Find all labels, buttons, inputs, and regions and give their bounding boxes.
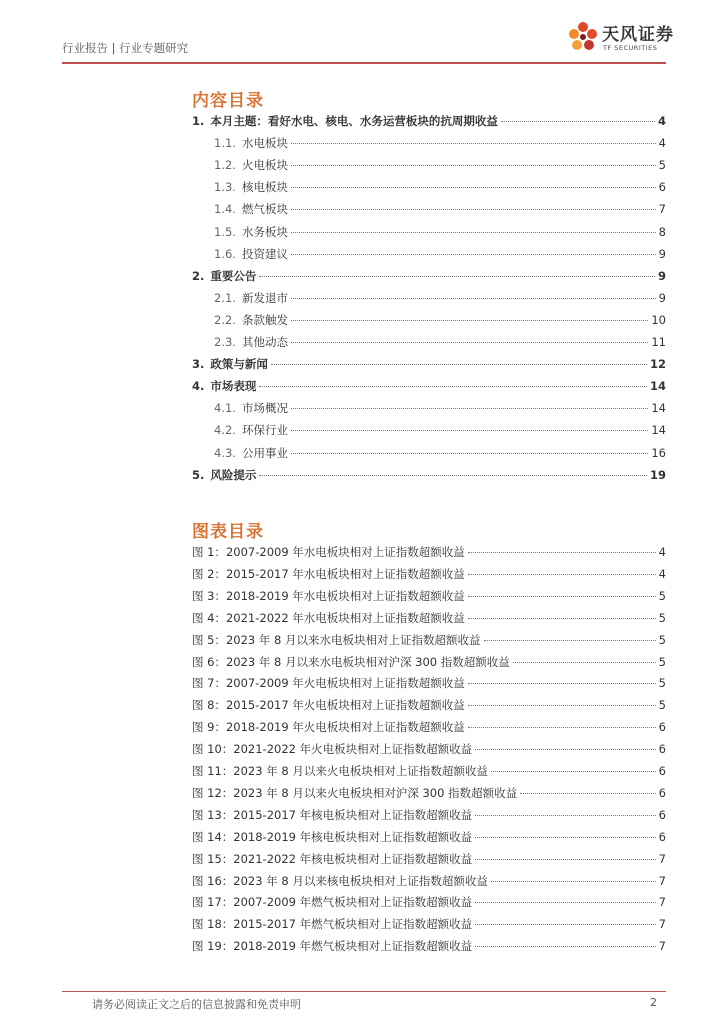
figure-entry-title: 图 12：2023 年 8 月以来火电板块相对沪深 300 指数超额收益 (192, 785, 518, 800)
dot-leader (259, 275, 655, 277)
figure-entry[interactable] (192, 675, 666, 695)
toc-entry[interactable] (192, 467, 666, 487)
dot-leader (291, 407, 648, 409)
dot-leader (468, 595, 656, 597)
figure-list-title: 图表目录 (192, 522, 264, 542)
dot-leader (468, 617, 656, 619)
dot-leader (291, 164, 656, 166)
toc-entry-number: 4.3. (214, 445, 236, 460)
figure-entry-page: 6 (658, 829, 666, 844)
toc-entry-number: 1.2. (214, 158, 236, 173)
toc-entry-page: 11 (651, 335, 666, 349)
dot-leader (491, 880, 656, 882)
report-category: 行业报告 | 行业专题研究 (62, 41, 189, 55)
figure-entry-page: 7 (658, 917, 666, 932)
figure-entry[interactable] (192, 566, 666, 586)
figure-entry[interactable] (192, 654, 666, 674)
toc-entry[interactable] (214, 445, 666, 465)
dot-leader (259, 474, 647, 476)
figure-entry[interactable] (192, 763, 666, 783)
figure-entry-page: 5 (658, 654, 666, 669)
figure-entry-page: 5 (658, 698, 666, 713)
toc-entry-page: 9 (658, 246, 666, 261)
toc-entry[interactable] (214, 422, 666, 442)
toc-title: 内容目录 (192, 91, 264, 111)
figure-entry-title: 图 9：2018-2019 年火电板块相对上证指数超额收益 (192, 720, 465, 735)
figure-entry-page: 6 (658, 785, 666, 800)
logo-subtext: TF SECURITIES (603, 44, 658, 52)
figure-entry-page: 4 (658, 566, 666, 581)
toc-entry-title: 市场概况 (241, 401, 288, 416)
figure-entry-page: 7 (658, 895, 666, 910)
dot-leader (291, 429, 648, 431)
figure-entry[interactable] (192, 632, 666, 652)
figure-entry-title: 图 10：2021-2022 年火电板块相对上证指数超额收益 (192, 742, 473, 757)
toc-entry-title: 风险提示 (210, 467, 257, 482)
dot-leader (291, 186, 656, 188)
dot-leader (484, 639, 656, 641)
toc-entry-title: 燃气板块 (241, 202, 288, 217)
figure-entry-page: 6 (658, 720, 666, 735)
dot-leader (475, 901, 656, 903)
toc-entry-page: 14 (649, 379, 666, 394)
toc-entry-number: 1. (192, 114, 205, 128)
toc-entry-page: 4 (658, 136, 666, 151)
figure-entry-title: 图 19：2018-2019 年燃气板块相对上证指数超额收益 (192, 939, 473, 954)
page-number: 2 (650, 996, 657, 1009)
figure-entry[interactable] (192, 829, 666, 849)
dot-leader (291, 142, 656, 144)
toc-entry-title: 本月主题：看好水电、核电、水务运营板块的抗周期收益 (210, 114, 498, 128)
toc-entry[interactable] (192, 356, 666, 376)
toc-entry-title: 市场表现 (210, 379, 257, 394)
figure-entry[interactable] (192, 588, 666, 608)
toc-entry-number: 1.3. (214, 180, 236, 195)
figure-entry-title: 图 6：2023 年 8 月以来水电板块相对沪深 300 指数超额收益 (192, 654, 510, 669)
dot-leader (291, 319, 648, 321)
figure-entry-page: 7 (658, 939, 666, 954)
logo-text: 天风证券 (602, 25, 674, 45)
dot-leader (475, 814, 656, 816)
dot-leader (468, 726, 656, 728)
toc-entry-number: 2. (192, 268, 205, 283)
dot-leader (468, 551, 656, 553)
dot-leader (468, 573, 656, 575)
figure-entry-title: 图 1：2007-2009 年水电板块相对上证指数超额收益 (192, 545, 465, 559)
figure-entry[interactable] (192, 544, 666, 564)
toc-entry-page: 9 (658, 290, 666, 305)
toc-entry[interactable] (214, 179, 666, 199)
toc-entry[interactable] (214, 334, 666, 354)
dot-leader (291, 341, 648, 343)
footer-disclaimer: 请务必阅读正文之后的信息披露和免责申明 (92, 998, 301, 1011)
figure-entry-title: 图 16：2023 年 8 月以来核电板块相对上证指数超额收益 (192, 873, 488, 888)
figure-entry[interactable] (192, 610, 666, 630)
toc-entry-number: 5. (192, 467, 205, 482)
toc-entry-title: 条款触发 (241, 312, 288, 327)
figure-entry-title: 图 18：2015-2017 年燃气板块相对上证指数超额收益 (192, 917, 473, 932)
toc-entry-number: 2.1. (214, 290, 236, 305)
toc-entry-page: 9 (657, 268, 666, 283)
toc-entry-title: 水务板块 (241, 224, 288, 239)
figure-entry-page: 5 (658, 610, 666, 625)
toc-entry-number: 2.2. (214, 312, 236, 327)
toc-entry-number: 4.2. (214, 423, 236, 438)
page-header (0, 0, 724, 70)
toc-entry[interactable] (192, 113, 666, 133)
figure-entry[interactable] (192, 741, 666, 761)
toc-entry[interactable] (214, 201, 666, 221)
figure-entry[interactable] (192, 873, 666, 893)
dot-leader (475, 836, 656, 838)
figure-entry[interactable] (192, 938, 666, 958)
toc-entry-page: 16 (651, 445, 666, 460)
toc-entry-page: 10 (651, 312, 666, 327)
toc-entry-page: 8 (658, 224, 666, 239)
toc-entry-title: 火电板块 (241, 158, 288, 173)
toc-entry-number: 1.6. (214, 246, 236, 261)
figure-entry-page: 5 (658, 588, 666, 603)
company-logo (566, 18, 672, 60)
figure-entry[interactable] (192, 916, 666, 936)
dot-leader (291, 452, 648, 454)
toc-entry-number: 4.1. (214, 401, 236, 416)
dot-leader (513, 661, 656, 663)
dot-leader (475, 858, 656, 860)
dot-leader (291, 297, 656, 299)
figure-entry-title: 图 5：2023 年 8 月以来水电板块相对上证指数超额收益 (192, 632, 481, 647)
figure-entry-title: 图 13：2015-2017 年核电板块相对上证指数超额收益 (192, 807, 473, 822)
logo-flower-icon (566, 18, 600, 58)
toc-entry[interactable] (192, 268, 666, 288)
toc-entry-title: 环保行业 (241, 423, 288, 438)
dot-leader (291, 231, 656, 233)
figure-entry[interactable] (192, 719, 666, 739)
toc-entry-page: 12 (649, 357, 666, 372)
figure-entry-page: 7 (658, 851, 666, 866)
figure-entry[interactable] (192, 894, 666, 914)
toc-entry-number: 1.4. (214, 202, 236, 217)
toc-entry-page: 19 (649, 467, 666, 482)
toc-entry[interactable] (214, 312, 666, 332)
figure-entry-title: 图 14：2018-2019 年核电板块相对上证指数超额收益 (192, 829, 473, 844)
dot-leader (475, 748, 656, 750)
dot-leader (468, 682, 656, 684)
toc-entry[interactable] (214, 157, 666, 177)
dot-leader (520, 792, 656, 794)
figure-entry-title: 图 17：2007-2009 年燃气板块相对上证指数超额收益 (192, 895, 473, 910)
footer-divider (62, 991, 666, 992)
toc-entry-page: 14 (651, 401, 666, 416)
figure-entry[interactable] (192, 785, 666, 805)
toc-entry-page: 4 (657, 114, 666, 128)
toc-entry-title: 水电板块 (241, 136, 288, 151)
toc-entry-title: 重要公告 (210, 268, 257, 283)
toc-entry[interactable] (214, 224, 666, 244)
toc-entry-page: 5 (658, 158, 666, 173)
figure-entry-page: 6 (658, 764, 666, 778)
figure-entry-title: 图 15：2021-2022 年核电板块相对上证指数超额收益 (192, 851, 473, 866)
figure-entry[interactable] (192, 807, 666, 827)
figure-entry-page: 6 (658, 742, 666, 757)
figure-entry-title: 图 4：2021-2022 年水电板块相对上证指数超额收益 (192, 610, 465, 625)
figure-entry-page: 4 (658, 545, 666, 559)
toc-entry[interactable] (214, 246, 666, 266)
toc-entry-title: 其他动态 (241, 335, 288, 349)
toc-entry-number: 1.1. (214, 136, 236, 151)
figure-entry-page: 6 (658, 807, 666, 822)
figure-entry[interactable] (192, 697, 666, 717)
toc-entry-title: 投资建议 (241, 246, 288, 261)
dot-leader (468, 704, 656, 706)
dot-leader (291, 253, 656, 255)
toc-entry[interactable] (214, 135, 666, 155)
dot-leader (271, 363, 647, 365)
figure-entry-title: 图 8：2015-2017 年火电板块相对上证指数超额收益 (192, 698, 465, 713)
dot-leader (291, 208, 656, 210)
toc-entry[interactable] (192, 378, 666, 398)
toc-entry-title: 政策与新闻 (210, 357, 268, 372)
dot-leader (491, 770, 656, 772)
toc-entry-number: 4. (192, 379, 205, 394)
toc-entry-title: 核电板块 (241, 180, 288, 195)
toc-entry-number: 2.3. (214, 335, 236, 349)
toc-entry-title: 新发退市 (241, 290, 288, 305)
figure-entry[interactable] (192, 851, 666, 871)
dot-leader (259, 385, 647, 387)
figure-entry-page: 5 (658, 676, 666, 691)
toc-entry-title: 公用事业 (241, 445, 288, 460)
header-divider (62, 62, 666, 64)
figure-entry-page: 7 (658, 873, 666, 888)
toc-entry[interactable] (214, 400, 666, 420)
figure-entry-title: 图 2：2015-2017 年水电板块相对上证指数超额收益 (192, 566, 465, 581)
toc-entry-page: 14 (651, 423, 666, 438)
toc-entry-number: 3. (192, 357, 205, 372)
figure-entry-title: 图 7：2007-2009 年火电板块相对上证指数超额收益 (192, 676, 465, 691)
figure-entry-title: 图 11：2023 年 8 月以来火电板块相对上证指数超额收益 (192, 764, 488, 778)
dot-leader (475, 923, 656, 925)
toc-entry-number: 1.5. (214, 224, 236, 239)
figure-entry-title: 图 3：2018-2019 年水电板块相对上证指数超额收益 (192, 588, 465, 603)
toc-entry-page: 6 (658, 180, 666, 195)
toc-entry-page: 7 (658, 202, 666, 217)
figure-entry-page: 5 (658, 632, 666, 647)
dot-leader (475, 945, 656, 947)
toc-entry[interactable] (214, 290, 666, 310)
dot-leader (501, 120, 655, 122)
